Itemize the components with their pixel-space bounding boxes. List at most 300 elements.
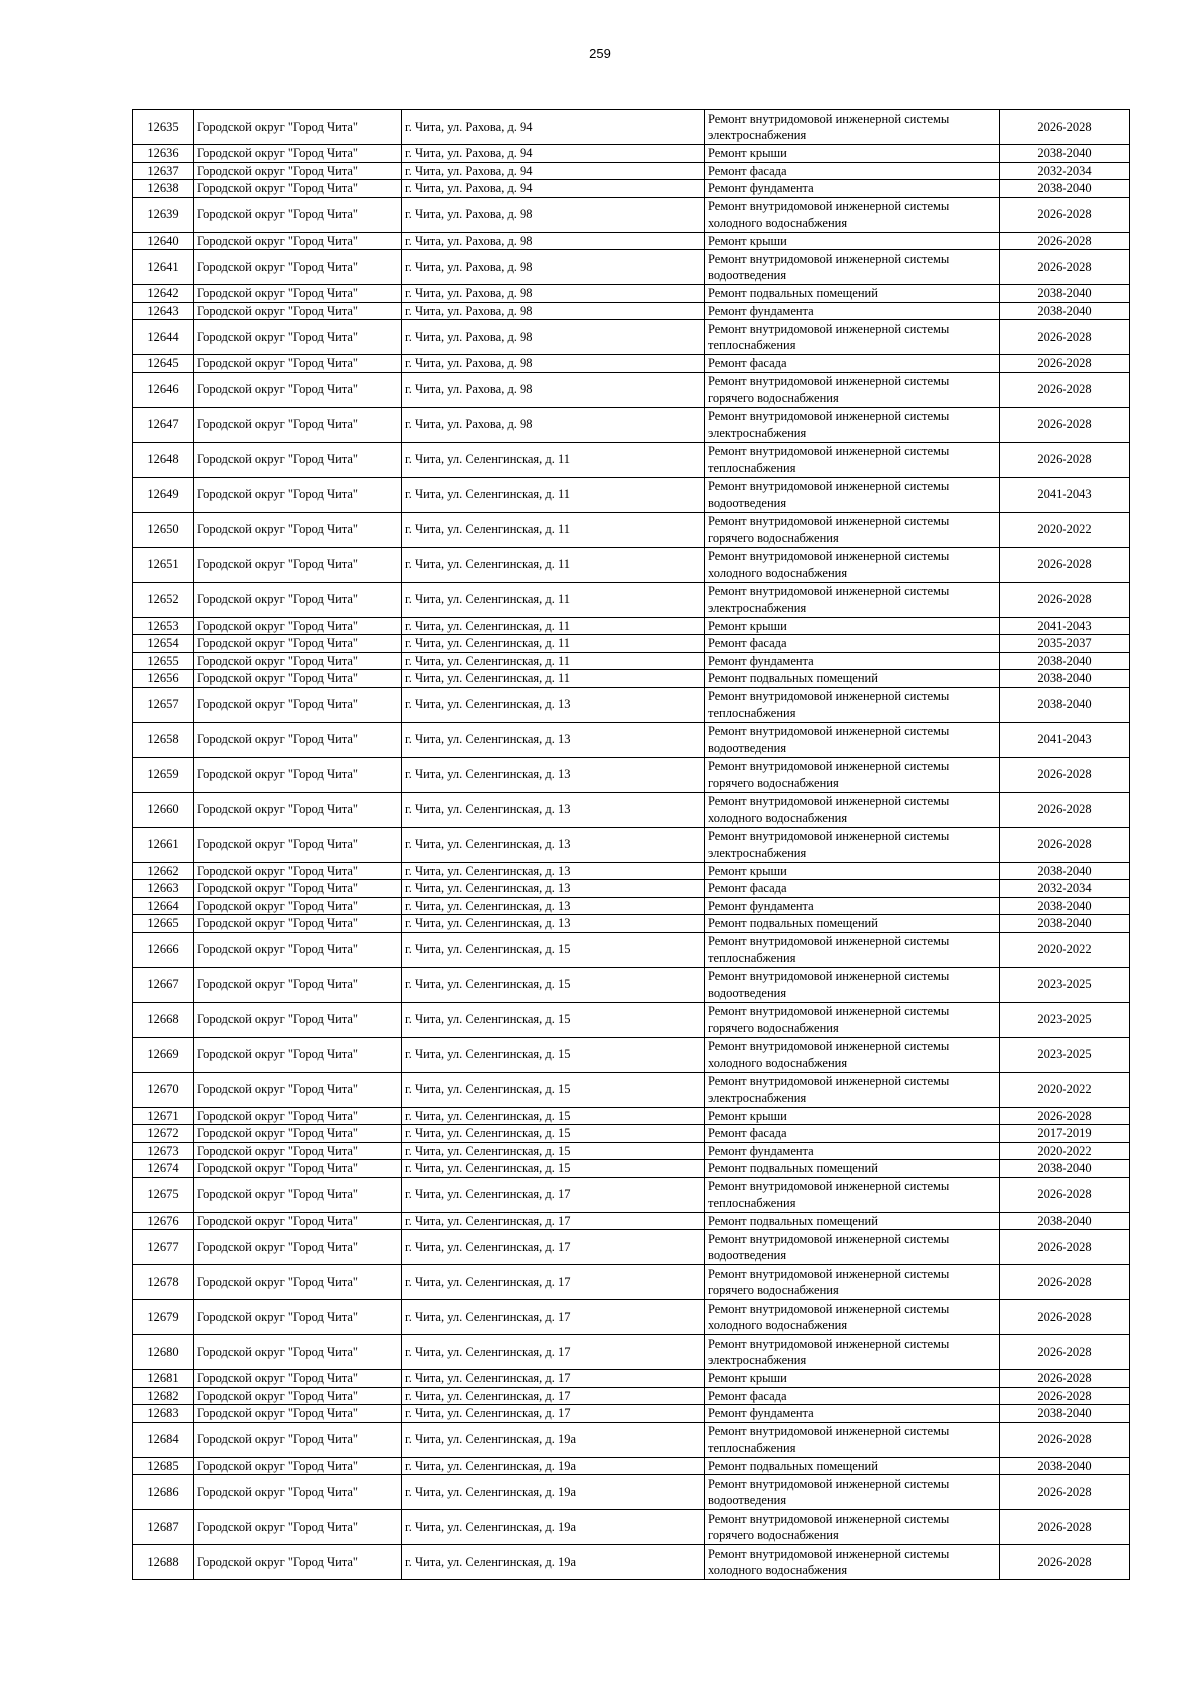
municipality-cell: Городской округ "Город Чита": [194, 1160, 402, 1178]
row-number-cell: 12680: [133, 1335, 194, 1370]
address-cell: г. Чита, ул. Рахова, д. 94: [402, 110, 705, 145]
work-type-line: водоотведения: [708, 740, 787, 755]
work-type-line: Ремонт внутридомовой инженерной системы: [708, 689, 950, 703]
work-type-line: Ремонт внутридомовой инженерной системы: [708, 1004, 950, 1018]
row-number-cell: 12676: [133, 1212, 194, 1230]
row-number-cell: 12660: [133, 792, 194, 827]
row-number-cell: 12678: [133, 1265, 194, 1300]
work-type-cell: [705, 232, 1000, 250]
work-type-cell: [705, 827, 1000, 862]
address-cell: г. Чита, ул. Рахова, д. 98: [402, 407, 705, 442]
work-type-line: Ремонт подвальных помещений: [708, 1161, 878, 1175]
table-row: [133, 1212, 1130, 1230]
address-cell: г. Чита, ул. Селенгинская, д. 13: [402, 897, 705, 915]
period-cell: 2026-2028: [1000, 1335, 1130, 1370]
work-type-cell: [705, 1545, 1000, 1580]
municipality-cell: Городской округ "Город Чита": [194, 1545, 402, 1580]
municipality-cell: Городской округ "Город Чита": [194, 162, 402, 180]
address-cell: г. Чита, ул. Рахова, д. 94: [402, 162, 705, 180]
municipality-cell: Городской округ "Город Чита": [194, 197, 402, 232]
work-type-line: горячего водоснабжения: [708, 1528, 839, 1542]
work-type-cell: [705, 1230, 1000, 1265]
table-row: [133, 1072, 1130, 1107]
period-cell: 2032-2034: [1000, 880, 1130, 898]
row-number-cell: 12648: [133, 442, 194, 477]
address-cell: г. Чита, ул. Рахова, д. 98: [402, 355, 705, 373]
work-type-line: Ремонт подвальных помещений: [708, 916, 878, 930]
municipality-cell: Городской округ "Город Чита": [194, 442, 402, 477]
address-cell: г. Чита, ул. Селенгинская, д. 11: [402, 512, 705, 547]
work-type-cell: [705, 547, 1000, 582]
row-number-cell: 12674: [133, 1160, 194, 1178]
period-cell: 2038-2040: [1000, 915, 1130, 933]
municipality-cell: Городской округ "Город Чита": [194, 407, 402, 442]
municipality-cell: Городской округ "Город Чита": [194, 1002, 402, 1037]
row-number-cell: 12686: [133, 1475, 194, 1510]
row-number-cell: 12636: [133, 145, 194, 163]
table-row: [133, 162, 1130, 180]
table-row: [133, 1265, 1130, 1300]
address-cell: г. Чита, ул. Селенгинская, д. 11: [402, 617, 705, 635]
work-type-line: теплоснабжения: [708, 950, 796, 965]
period-cell: 2026-2028: [1000, 827, 1130, 862]
row-number-cell: 12654: [133, 635, 194, 653]
municipality-cell: Городской округ "Город Чита": [194, 670, 402, 688]
table-row: [133, 1457, 1130, 1475]
work-type-line: водоотведения: [708, 495, 787, 510]
work-type-cell: [705, 1422, 1000, 1457]
municipality-cell: Городской округ "Город Чита": [194, 582, 402, 617]
row-number-cell: 12682: [133, 1387, 194, 1405]
work-type-line: Ремонт внутридомовой инженерной системы: [708, 969, 950, 983]
address-cell: г. Чита, ул. Селенгинская, д. 17: [402, 1265, 705, 1300]
address-cell: г. Чита, ул. Селенгинская, д. 15: [402, 1037, 705, 1072]
row-number-cell: 12646: [133, 372, 194, 407]
period-cell: 2038-2040: [1000, 897, 1130, 915]
municipality-cell: Городской округ "Город Чита": [194, 1335, 402, 1370]
row-number-cell: 12687: [133, 1510, 194, 1545]
work-type-line: Ремонт фундамента: [708, 898, 814, 913]
row-number-cell: 12653: [133, 617, 194, 635]
municipality-cell: Городской округ "Город Чита": [194, 320, 402, 355]
period-cell: 2026-2028: [1000, 1545, 1130, 1580]
period-cell: 2032-2034: [1000, 162, 1130, 180]
work-type-line: Ремонт внутридомовой инженерной системы: [708, 111, 950, 126]
table-row: [133, 670, 1130, 688]
period-cell: 2026-2028: [1000, 792, 1130, 827]
row-number-cell: 12684: [133, 1422, 194, 1457]
row-number-cell: 12683: [133, 1405, 194, 1423]
address-cell: г. Чита, ул. Селенгинская, д. 15: [402, 1002, 705, 1037]
table-row: [133, 652, 1130, 670]
period-cell: 2023-2025: [1000, 1037, 1130, 1072]
table-row: [133, 442, 1130, 477]
address-cell: г. Чита, ул. Селенгинская, д. 15: [402, 932, 705, 967]
row-number-cell: 12645: [133, 355, 194, 373]
work-type-line: теплоснабжения: [708, 1440, 796, 1455]
table-row: [133, 1037, 1130, 1072]
municipality-cell: Городской округ "Город Чита": [194, 1457, 402, 1475]
table-row: [133, 1142, 1130, 1160]
row-number-cell: 12640: [133, 232, 194, 250]
work-type-line: электроснабжения: [708, 600, 807, 615]
table-row: [133, 915, 1130, 933]
row-number-cell: 12650: [133, 512, 194, 547]
work-type-line: электроснабжения: [708, 1090, 807, 1105]
address-cell: г. Чита, ул. Селенгинская, д. 13: [402, 862, 705, 880]
work-type-line: электроснабжения: [708, 1353, 807, 1367]
work-type-line: Ремонт подвальных помещений: [708, 671, 878, 685]
address-cell: г. Чита, ул. Рахова, д. 98: [402, 285, 705, 303]
work-type-line: холодного водоснабжения: [708, 810, 848, 825]
work-type-line: электроснабжения: [708, 425, 807, 440]
work-type-cell: [705, 1387, 1000, 1405]
repair-schedule-table: [132, 109, 1130, 1580]
work-type-cell: [705, 932, 1000, 967]
row-number-cell: 12664: [133, 897, 194, 915]
table-row: [133, 880, 1130, 898]
row-number-cell: 12635: [133, 110, 194, 145]
work-type-cell: [705, 372, 1000, 407]
row-number-cell: 12671: [133, 1107, 194, 1125]
table-row: [133, 897, 1130, 915]
work-type-line: Ремонт фасада: [708, 1388, 787, 1403]
period-cell: 2038-2040: [1000, 670, 1130, 688]
work-type-line: холодного водоснабжения: [708, 215, 848, 230]
row-number-cell: 12644: [133, 320, 194, 355]
municipality-cell: Городской округ "Город Чита": [194, 1072, 402, 1107]
municipality-cell: Городской округ "Город Чита": [194, 880, 402, 898]
table-row: [133, 1002, 1130, 1037]
address-cell: г. Чита, ул. Селенгинская, д. 13: [402, 880, 705, 898]
period-cell: 2020-2022: [1000, 932, 1130, 967]
work-type-line: Ремонт внутридомовой инженерной системы: [708, 549, 950, 563]
row-number-cell: 12652: [133, 582, 194, 617]
municipality-cell: Городской округ "Город Чита": [194, 1107, 402, 1125]
row-number-cell: 12642: [133, 285, 194, 303]
address-cell: г. Чита, ул. Рахова, д. 98: [402, 250, 705, 285]
address-cell: г. Чита, ул. Рахова, д. 98: [402, 302, 705, 320]
row-number-cell: 12677: [133, 1230, 194, 1265]
municipality-cell: Городской округ "Город Чита": [194, 897, 402, 915]
work-type-line: Ремонт крыши: [708, 1108, 787, 1123]
row-number-cell: 12649: [133, 477, 194, 512]
municipality-cell: Городской округ "Город Чита": [194, 862, 402, 880]
row-number-cell: 12668: [133, 1002, 194, 1037]
work-type-line: горячего водоснабжения: [708, 1020, 839, 1035]
row-number-cell: 12663: [133, 880, 194, 898]
period-cell: 2026-2028: [1000, 547, 1130, 582]
table-row: [133, 635, 1130, 653]
address-cell: г. Чита, ул. Селенгинская, д. 11: [402, 547, 705, 582]
period-cell: 2038-2040: [1000, 1457, 1130, 1475]
work-type-line: Ремонт внутридомовой инженерной системы: [708, 829, 950, 843]
work-type-line: Ремонт внутридомовой инженерной системы: [708, 1546, 950, 1561]
period-cell: 2026-2028: [1000, 232, 1130, 250]
period-cell: 2038-2040: [1000, 1405, 1130, 1423]
address-cell: г. Чита, ул. Селенгинская, д. 19а: [402, 1475, 705, 1510]
municipality-cell: Городской округ "Город Чита": [194, 477, 402, 512]
municipality-cell: Городской округ "Город Чита": [194, 1387, 402, 1405]
work-type-line: холодного водоснабжения: [708, 565, 848, 580]
municipality-cell: Городской округ "Город Чита": [194, 145, 402, 163]
table-row: [133, 1125, 1130, 1143]
table-row: [133, 407, 1130, 442]
municipality-cell: Городской округ "Город Чита": [194, 1230, 402, 1265]
table-row: [133, 1422, 1130, 1457]
work-type-cell: [705, 162, 1000, 180]
work-type-line: Ремонт фундамента: [708, 1143, 814, 1158]
table-row: [133, 1405, 1130, 1423]
period-cell: 2038-2040: [1000, 302, 1130, 320]
work-type-cell: [705, 670, 1000, 688]
work-type-cell: [705, 652, 1000, 670]
period-cell: 2017-2019: [1000, 1125, 1130, 1143]
work-type-cell: [705, 687, 1000, 722]
period-cell: 2041-2043: [1000, 477, 1130, 512]
work-type-line: Ремонт внутридомовой инженерной системы: [708, 1231, 950, 1246]
row-number-cell: 12639: [133, 197, 194, 232]
work-type-line: холодного водоснабжения: [708, 1563, 848, 1577]
work-type-cell: [705, 145, 1000, 163]
address-cell: г. Чита, ул. Селенгинская, д. 11: [402, 670, 705, 688]
work-type-cell: [705, 617, 1000, 635]
table-row: [133, 477, 1130, 512]
period-cell: 2023-2025: [1000, 1002, 1130, 1037]
table-row: [133, 862, 1130, 880]
municipality-cell: Городской округ "Город Чита": [194, 1265, 402, 1300]
row-number-cell: 12641: [133, 250, 194, 285]
period-cell: 2026-2028: [1000, 1422, 1130, 1457]
work-type-line: водоотведения: [708, 1248, 787, 1262]
row-number-cell: 12679: [133, 1300, 194, 1335]
address-cell: г. Чита, ул. Селенгинская, д. 19а: [402, 1545, 705, 1580]
work-type-cell: [705, 1475, 1000, 1510]
period-cell: 2026-2028: [1000, 1510, 1130, 1545]
row-number-cell: 12681: [133, 1370, 194, 1388]
table-row: [133, 1335, 1130, 1370]
work-type-cell: [705, 1212, 1000, 1230]
municipality-cell: Городской округ "Город Чита": [194, 547, 402, 582]
work-type-line: водоотведения: [708, 268, 787, 282]
row-number-cell: 12672: [133, 1125, 194, 1143]
work-type-line: Ремонт внутридомовой инженерной системы: [708, 444, 950, 458]
work-type-cell: [705, 1037, 1000, 1072]
table-row: [133, 145, 1130, 163]
municipality-cell: Городской округ "Город Чита": [194, 722, 402, 757]
work-type-line: Ремонт внутридомовой инженерной системы: [708, 794, 950, 808]
row-number-cell: 12659: [133, 757, 194, 792]
municipality-cell: Городской округ "Город Чита": [194, 652, 402, 670]
address-cell: г. Чита, ул. Рахова, д. 98: [402, 320, 705, 355]
work-type-line: горячего водоснабжения: [708, 775, 839, 790]
municipality-cell: Городской округ "Город Чита": [194, 1037, 402, 1072]
municipality-cell: Городской округ "Город Чита": [194, 355, 402, 373]
work-type-cell: [705, 407, 1000, 442]
municipality-cell: Городской округ "Город Чита": [194, 827, 402, 862]
work-type-cell: [705, 285, 1000, 303]
table-row: [133, 1107, 1130, 1125]
address-cell: г. Чита, ул. Селенгинская, д. 17: [402, 1212, 705, 1230]
work-type-line: Ремонт фундамента: [708, 303, 814, 318]
row-number-cell: 12670: [133, 1072, 194, 1107]
work-type-line: Ремонт внутридомовой инженерной системы: [708, 1266, 950, 1281]
work-type-cell: [705, 1265, 1000, 1300]
municipality-cell: Городской округ "Город Чита": [194, 792, 402, 827]
work-type-line: Ремонт фасада: [708, 356, 787, 370]
address-cell: г. Чита, ул. Селенгинская, д. 11: [402, 442, 705, 477]
table-row: [133, 617, 1130, 635]
work-type-line: Ремонт внутридомовой инженерной системы: [708, 1336, 950, 1351]
address-cell: г. Чита, ул. Селенгинская, д. 15: [402, 967, 705, 1002]
table-row: [133, 1300, 1130, 1335]
table-row: [133, 722, 1130, 757]
work-type-cell: [705, 915, 1000, 933]
row-number-cell: 12655: [133, 652, 194, 670]
work-type-line: Ремонт внутридомовой инженерной системы: [708, 934, 950, 948]
work-type-line: Ремонт внутридомовой инженерной системы: [708, 724, 950, 738]
municipality-cell: Городской округ "Город Чита": [194, 1405, 402, 1423]
municipality-cell: Городской округ "Город Чита": [194, 617, 402, 635]
row-number-cell: 12647: [133, 407, 194, 442]
period-cell: 2026-2028: [1000, 1265, 1130, 1300]
work-type-cell: [705, 197, 1000, 232]
work-type-line: теплоснабжения: [708, 1195, 796, 1210]
work-type-line: Ремонт фасада: [708, 163, 787, 178]
work-type-cell: [705, 792, 1000, 827]
period-cell: 2041-2043: [1000, 722, 1130, 757]
work-type-cell: [705, 880, 1000, 898]
address-cell: г. Чита, ул. Рахова, д. 94: [402, 145, 705, 163]
municipality-cell: Городской округ "Город Чита": [194, 1300, 402, 1335]
work-type-line: Ремонт крыши: [708, 233, 787, 248]
address-cell: г. Чита, ул. Селенгинская, д. 15: [402, 1160, 705, 1178]
row-number-cell: 12665: [133, 915, 194, 933]
municipality-cell: Городской округ "Город Чита": [194, 1212, 402, 1230]
work-type-line: водоотведения: [708, 1493, 787, 1507]
work-type-line: Ремонт подвальных помещений: [708, 286, 878, 300]
work-type-cell: [705, 635, 1000, 653]
work-type-cell: [705, 757, 1000, 792]
work-type-cell: [705, 722, 1000, 757]
table-row: [133, 932, 1130, 967]
work-type-cell: [705, 250, 1000, 285]
work-type-line: теплоснабжения: [708, 338, 796, 352]
table-row: [133, 180, 1130, 198]
address-cell: г. Чита, ул. Селенгинская, д. 19а: [402, 1422, 705, 1457]
address-cell: г. Чита, ул. Селенгинская, д. 15: [402, 1072, 705, 1107]
work-type-line: Ремонт подвальных помещений: [708, 1458, 878, 1473]
work-type-cell: [705, 1107, 1000, 1125]
work-type-line: горячего водоснабжения: [708, 1283, 839, 1297]
period-cell: 2026-2028: [1000, 1475, 1130, 1510]
work-type-line: Ремонт внутридомовой инженерной системы: [708, 1179, 950, 1193]
address-cell: г. Чита, ул. Рахова, д. 94: [402, 180, 705, 198]
work-type-line: Ремонт внутридомовой инженерной системы: [708, 584, 950, 598]
address-cell: г. Чита, ул. Рахова, д. 98: [402, 372, 705, 407]
period-cell: 2026-2028: [1000, 355, 1130, 373]
table-row: [133, 232, 1130, 250]
row-number-cell: 12658: [133, 722, 194, 757]
row-number-cell: 12651: [133, 547, 194, 582]
table-row: [133, 1510, 1130, 1545]
work-type-line: Ремонт внутридомовой инженерной системы: [708, 514, 950, 528]
address-cell: г. Чита, ул. Селенгинская, д. 17: [402, 1230, 705, 1265]
work-type-line: холодного водоснабжения: [708, 1318, 848, 1332]
municipality-cell: Городской округ "Город Чита": [194, 372, 402, 407]
address-cell: г. Чита, ул. Селенгинская, д. 19а: [402, 1457, 705, 1475]
table-row: [133, 967, 1130, 1002]
period-cell: 2026-2028: [1000, 320, 1130, 355]
work-type-line: Ремонт внутридомовой инженерной системы: [708, 1476, 950, 1491]
address-cell: г. Чита, ул. Селенгинская, д. 15: [402, 1107, 705, 1125]
municipality-cell: Городской округ "Город Чита": [194, 232, 402, 250]
period-cell: 2026-2028: [1000, 1300, 1130, 1335]
row-number-cell: 12643: [133, 302, 194, 320]
address-cell: г. Чита, ул. Селенгинская, д. 17: [402, 1387, 705, 1405]
municipality-cell: Городской округ "Город Чита": [194, 250, 402, 285]
period-cell: 2026-2028: [1000, 1107, 1130, 1125]
address-cell: г. Чита, ул. Селенгинская, д. 17: [402, 1370, 705, 1388]
municipality-cell: Городской округ "Город Чита": [194, 635, 402, 653]
table-row: [133, 250, 1130, 285]
work-type-cell: [705, 1335, 1000, 1370]
work-type-cell: [705, 442, 1000, 477]
work-type-line: Ремонт фасада: [708, 881, 787, 895]
row-number-cell: 12667: [133, 967, 194, 1002]
table-row: [133, 1475, 1130, 1510]
table-row: [133, 1387, 1130, 1405]
work-type-cell: [705, 355, 1000, 373]
municipality-cell: Городской округ "Город Чита": [194, 1125, 402, 1143]
period-cell: 2026-2028: [1000, 110, 1130, 145]
work-type-cell: [705, 1160, 1000, 1178]
table-row: [133, 197, 1130, 232]
period-cell: 2026-2028: [1000, 372, 1130, 407]
address-cell: г. Чита, ул. Селенгинская, д. 17: [402, 1405, 705, 1423]
period-cell: 2041-2043: [1000, 617, 1130, 635]
table-row: [133, 757, 1130, 792]
period-cell: 2026-2028: [1000, 442, 1130, 477]
address-cell: г. Чита, ул. Селенгинская, д. 11: [402, 582, 705, 617]
period-cell: 2026-2028: [1000, 757, 1130, 792]
period-cell: 2038-2040: [1000, 180, 1130, 198]
table-row: [133, 687, 1130, 722]
work-type-cell: [705, 582, 1000, 617]
work-type-cell: [705, 110, 1000, 145]
work-type-line: электроснабжения: [708, 128, 807, 142]
work-type-line: Ремонт крыши: [708, 146, 787, 160]
work-type-line: электроснабжения: [708, 845, 807, 860]
period-cell: 2035-2037: [1000, 635, 1130, 653]
work-type-line: водоотведения: [708, 985, 787, 1000]
row-number-cell: 12637: [133, 162, 194, 180]
address-cell: г. Чита, ул. Рахова, д. 98: [402, 197, 705, 232]
municipality-cell: Городской округ "Город Чита": [194, 1370, 402, 1388]
table-row: [133, 1177, 1130, 1212]
work-type-cell: [705, 1457, 1000, 1475]
work-type-cell: [705, 512, 1000, 547]
row-number-cell: 12669: [133, 1037, 194, 1072]
period-cell: 2026-2028: [1000, 1370, 1130, 1388]
work-type-line: Ремонт крыши: [708, 618, 787, 633]
address-cell: г. Чита, ул. Рахова, д. 98: [402, 232, 705, 250]
period-cell: 2020-2022: [1000, 512, 1130, 547]
table-row: [133, 1160, 1130, 1178]
address-cell: г. Чита, ул. Селенгинская, д. 13: [402, 827, 705, 862]
row-number-cell: 12638: [133, 180, 194, 198]
work-type-line: Ремонт фундамента: [708, 1406, 814, 1420]
